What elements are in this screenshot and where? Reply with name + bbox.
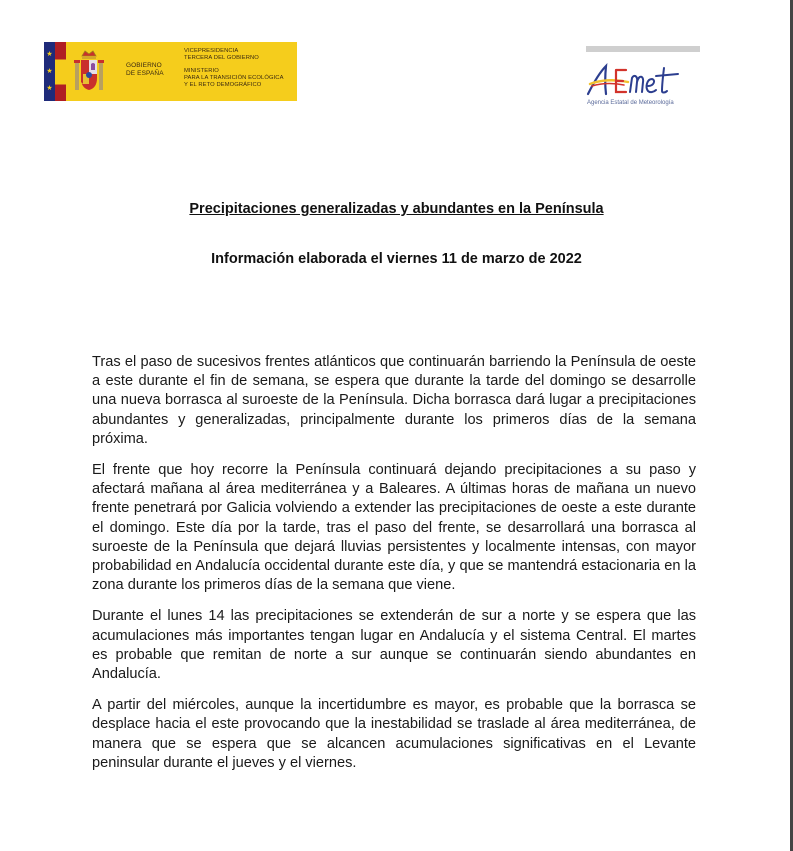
- paragraph: Tras el paso de sucesivos frentes atlánticos que continuarán barriendo la Península de oeste a este durante el fin de semana, se espera que durante la tarde del domingo se desarrolle una nueva borrasca al suroeste de la Península. Dicha borrasca dará lugar a precipitaciones abundantes y generalizadas, principalmente durante los primeros días de la semana próxima.: [92, 354, 696, 447]
- aemet-header-bar: [586, 46, 700, 52]
- gobierno-espana-logo: [44, 42, 297, 101]
- paragraph: El frente que hoy recorre la Península continuará dejando precipitaciones a su paso y afectará mañana al área mediterránea y a Baleares. A últimas horas de mañana un nuevo frente penetrará por Galicia volviendo a extender las precipitaciones de oeste a este durante el domingo. Este día por la tarde, tras el paso del frente, se desarrollará una borrasca al suroeste de la Península que dejará lluvias persistentes y localmente intensas, con mayor probabilidad en Andalucía occidental durante este día, y que se mantendrá estacionaria en la zona durante los primeros días de la semana que viene.: [92, 462, 696, 594]
- paragraph: A partir del miércoles, aunque la incertidumbre es mayor, es probable que la borrasca se desplace hacia el este provocando que la inestabilidad se traslade al área mediterránea, de manera que se espera que se alcancen acumulaciones significativas en el Levante peninsular durante el jueves y el viernes.: [92, 697, 696, 771]
- gobierno-name: [126, 62, 164, 78]
- aemet-tagline: Agencia Estatal de Meteorología: [587, 100, 674, 106]
- ministry-line-3: Y EL RETO DEMOGRÁFICO: [184, 82, 262, 88]
- eu-stars-icon: ★ ★ ★: [44, 42, 55, 101]
- aemet-wordmark-icon: [586, 62, 686, 102]
- vicepresidency-line-2: TERCERA DEL GOBIERNO: [184, 55, 259, 61]
- document-subtitle: Información elaborada el viernes 11 de marzo de 2022: [211, 251, 582, 267]
- gov-name-line-1: GOBIERNO: [126, 62, 162, 69]
- ministry-name: [184, 48, 284, 89]
- coat-of-arms-icon: [66, 42, 110, 101]
- document-body: [92, 353, 696, 785]
- ministry-line-1: MINISTERIO: [184, 68, 219, 74]
- ministry-line-2: PARA LA TRANSICIÓN ECOLÓGICA: [184, 75, 284, 81]
- vicepresidency-line-1: VICEPRESIDENCIA: [184, 48, 239, 54]
- gov-name-line-2: DE ESPAÑA: [126, 70, 164, 77]
- spain-flag-icon: [55, 42, 66, 101]
- document-title: Precipitaciones generalizadas y abundantes en la Península: [189, 201, 604, 217]
- paragraph: Durante el lunes 14 las precipitaciones se extenderán de sur a norte y se espera que las acumulaciones más importantes tengan lugar en Andalucía y el sistema Central. El martes es probable que remitan de norte a sur aunque se continuarán siendo abundantes en Andalucía.: [92, 608, 696, 683]
